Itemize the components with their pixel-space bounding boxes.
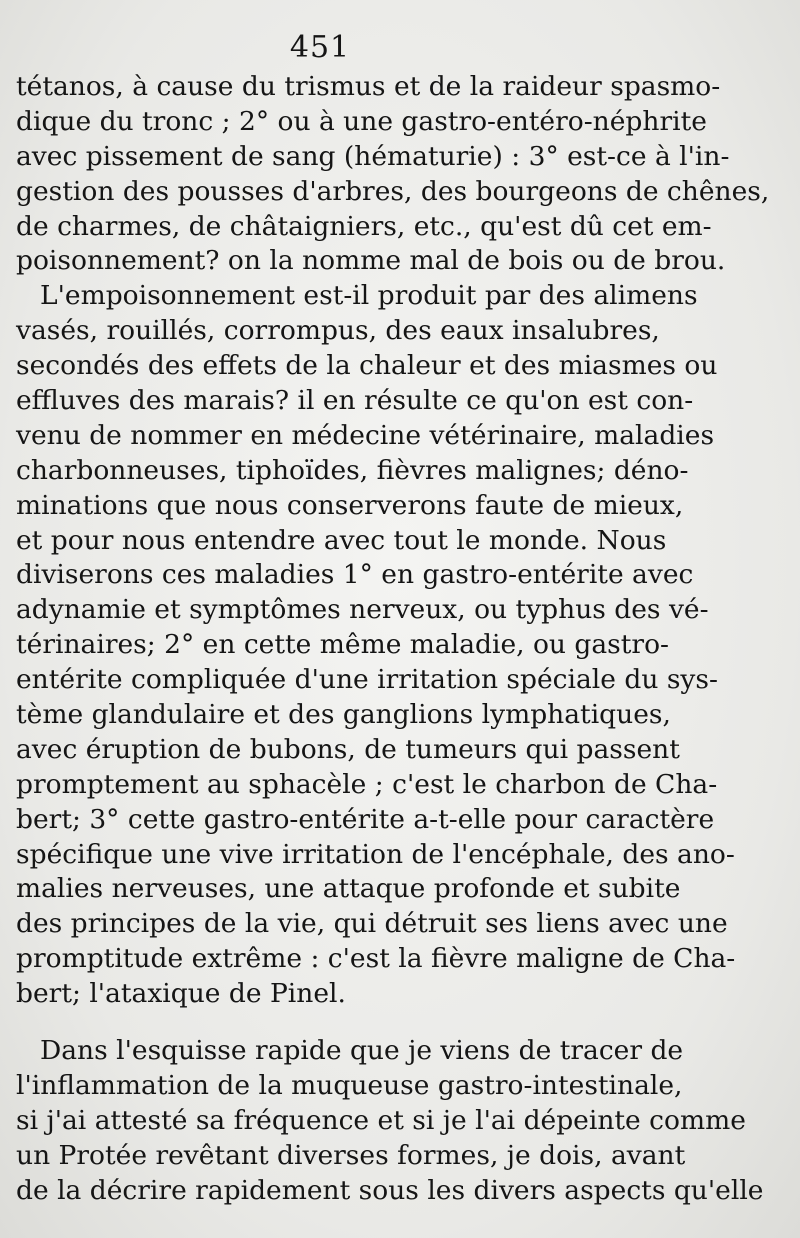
text-line: dique du tronc ; 2° ou à une gastro-entéro-néphrite [16,105,707,137]
text-line: des principes de la vie, qui détruit ses liens avec une [16,908,728,940]
text-line: entérite compliquée d'une irritation spéciale du sys- [16,664,718,696]
text-line: térinaires; 2° en cette même maladie, ou gastro- [16,629,670,661]
body-text [16,70,770,1209]
text-line: minations que nous conserverons faute de mieux, [16,489,684,521]
paragraph-spacer [16,1012,658,1034]
text-line: avec éruption de bubons, de tumeurs qui passent [16,733,680,765]
text-line: adynamie et symptômes nerveux, ou typhus des vé- [16,594,709,626]
text-line: avec pissement de sang (hématurie) : 3° est-ce à l'in- [16,140,730,172]
text-line: effluves des marais? il en résulte ce qu'on est con- [16,385,694,417]
text-line: vasés, rouillés, corrompus, des eaux insalubres, [16,315,660,347]
text-line: poisonnement? on la nomme mal de bois ou de brou. [16,245,726,277]
text-line: l'inflammation de la muqueuse gastro-intestinale, [16,1069,683,1101]
paragraph-3 [16,1034,764,1208]
text-line: de la décrire rapidement sous les divers aspects qu'elle [16,1174,764,1206]
text-line: bert; 3° cette gastro-entérite a-t-elle pour caractère [16,803,715,835]
page-number: 451 [289,30,351,65]
text-line: spécifique une vive irritation de l'encéphale, des ano- [16,838,735,870]
text-line: et pour nous entendre avec tout le monde. Nous [16,524,667,556]
text-line: L'empoisonnement est-il produit par des alimens [40,280,698,312]
text-line: venu de nommer en médecine vétérinaire, maladies [16,419,715,451]
text-line: charbonneuses, tiphoïdes, fièvres malignes; déno- [16,454,689,486]
text-line: tème glandulaire et des ganglions lymphatiques, [16,699,671,731]
text-line: de charmes, de châtaigniers, etc., qu'est dû cet em- [16,210,712,242]
text-line: un Protée revêtant diverses formes, je dois, avant [16,1139,686,1171]
text-line: gestion des pousses d'arbres, des bourgeons de chênes, [16,175,770,207]
text-line: si j'ai attesté sa fréquence et si je l'ai dépeinte comme [16,1104,746,1136]
text-line: promptitude extrême : c'est la fièvre maligne de Cha- [16,943,736,975]
text-line: promptement au sphacèle ; c'est le charbon de Cha- [16,768,718,800]
paragraph-1 [16,70,770,279]
text-line: Dans l'esquisse rapide que je viens de tracer de [40,1035,684,1067]
text-line: tétanos, à cause du trismus et de la raideur spasmo- [16,71,721,102]
text-line: malies nerveuses, une attaque profonde et subite [16,873,681,905]
text-line: diviserons ces maladies 1° en gastro-entérite avec [16,559,694,591]
paragraph-2 [16,279,736,1012]
text-line: secondés des effets de la chaleur et des miasmes ou [16,350,718,382]
text-line: bert; l'ataxique de Pinel. [16,978,346,1010]
